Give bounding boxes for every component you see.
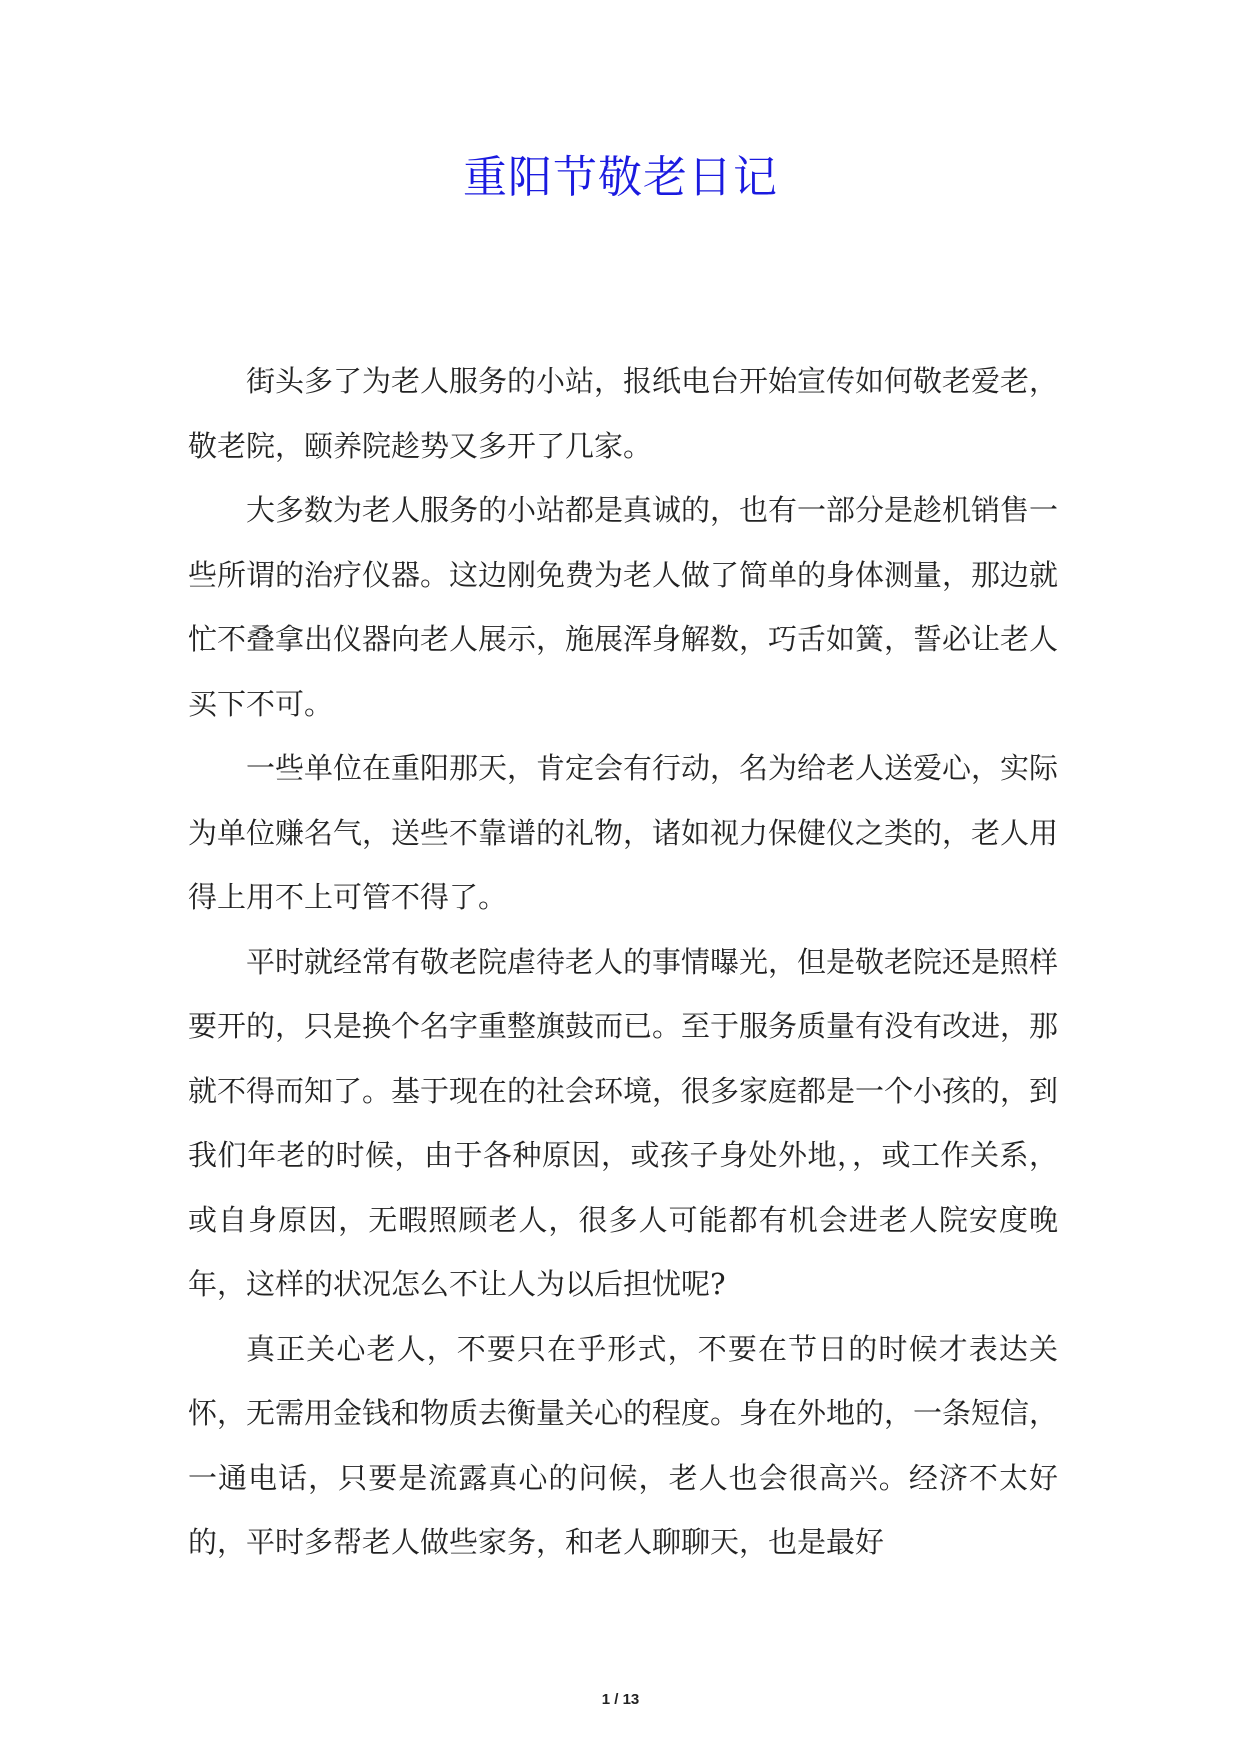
paragraph-2: 大多数为老人服务的小站都是真诚的，也有一部分是趁机销售一些所谓的治疗仪器。这边刚免费为老人做了简单的身体测量，那边就忙不叠拿出仪器向老人展示，施展浑身解数，巧舌如簧，誓必让老人买下不可。 xyxy=(188,493,1059,721)
paragraph-1: 街头多了为老人服务的小站，报纸电台开始宣传如何敬老爱老，敬老院，颐养院趁势又多开了几家。 xyxy=(188,364,1059,463)
paragraph-5: 真正关心老人，不要只在乎形式，不要在节日的时候才表达关怀，无需用金钱和物质去衡量关心的程度。身在外地的，一条短信，一通电话，只要是流露真心的问候，老人也会很高兴。经济不太好的，平时多帮老人做些家务，和老人聊聊天，也是最好 xyxy=(188,1331,1059,1559)
paragraph-3: 一些单位在重阳那天，肯定会有行动，名为给老人送爱心，实际为单位赚名气，送些不靠谱的礼物，诸如视力保健仪之类的，老人用得上用不上可管不得了。 xyxy=(188,751,1059,914)
document-title: 重阳节敬老日记 xyxy=(463,152,778,203)
paragraph-4: 平时就经常有敬老院虐待老人的事情曝光，但是敬老院还是照样要开的，只是换个名字重整旗鼓而已。至于服务质量有没有改进，那就不得而知了。基于现在的社会环境，很多家庭都是一个小孩的，到我们年老的时候，由于各种原因，或孩子身处外地，，或工作关系，或自身原因，无暇照顾老人，很多人可能都有机会进老人院安度晚年，这样的状况怎么不让人为以后担忧呢? xyxy=(188,944,1059,1301)
page-number: 1 / 13 xyxy=(601,1691,640,1708)
document-body xyxy=(188,349,1058,1575)
